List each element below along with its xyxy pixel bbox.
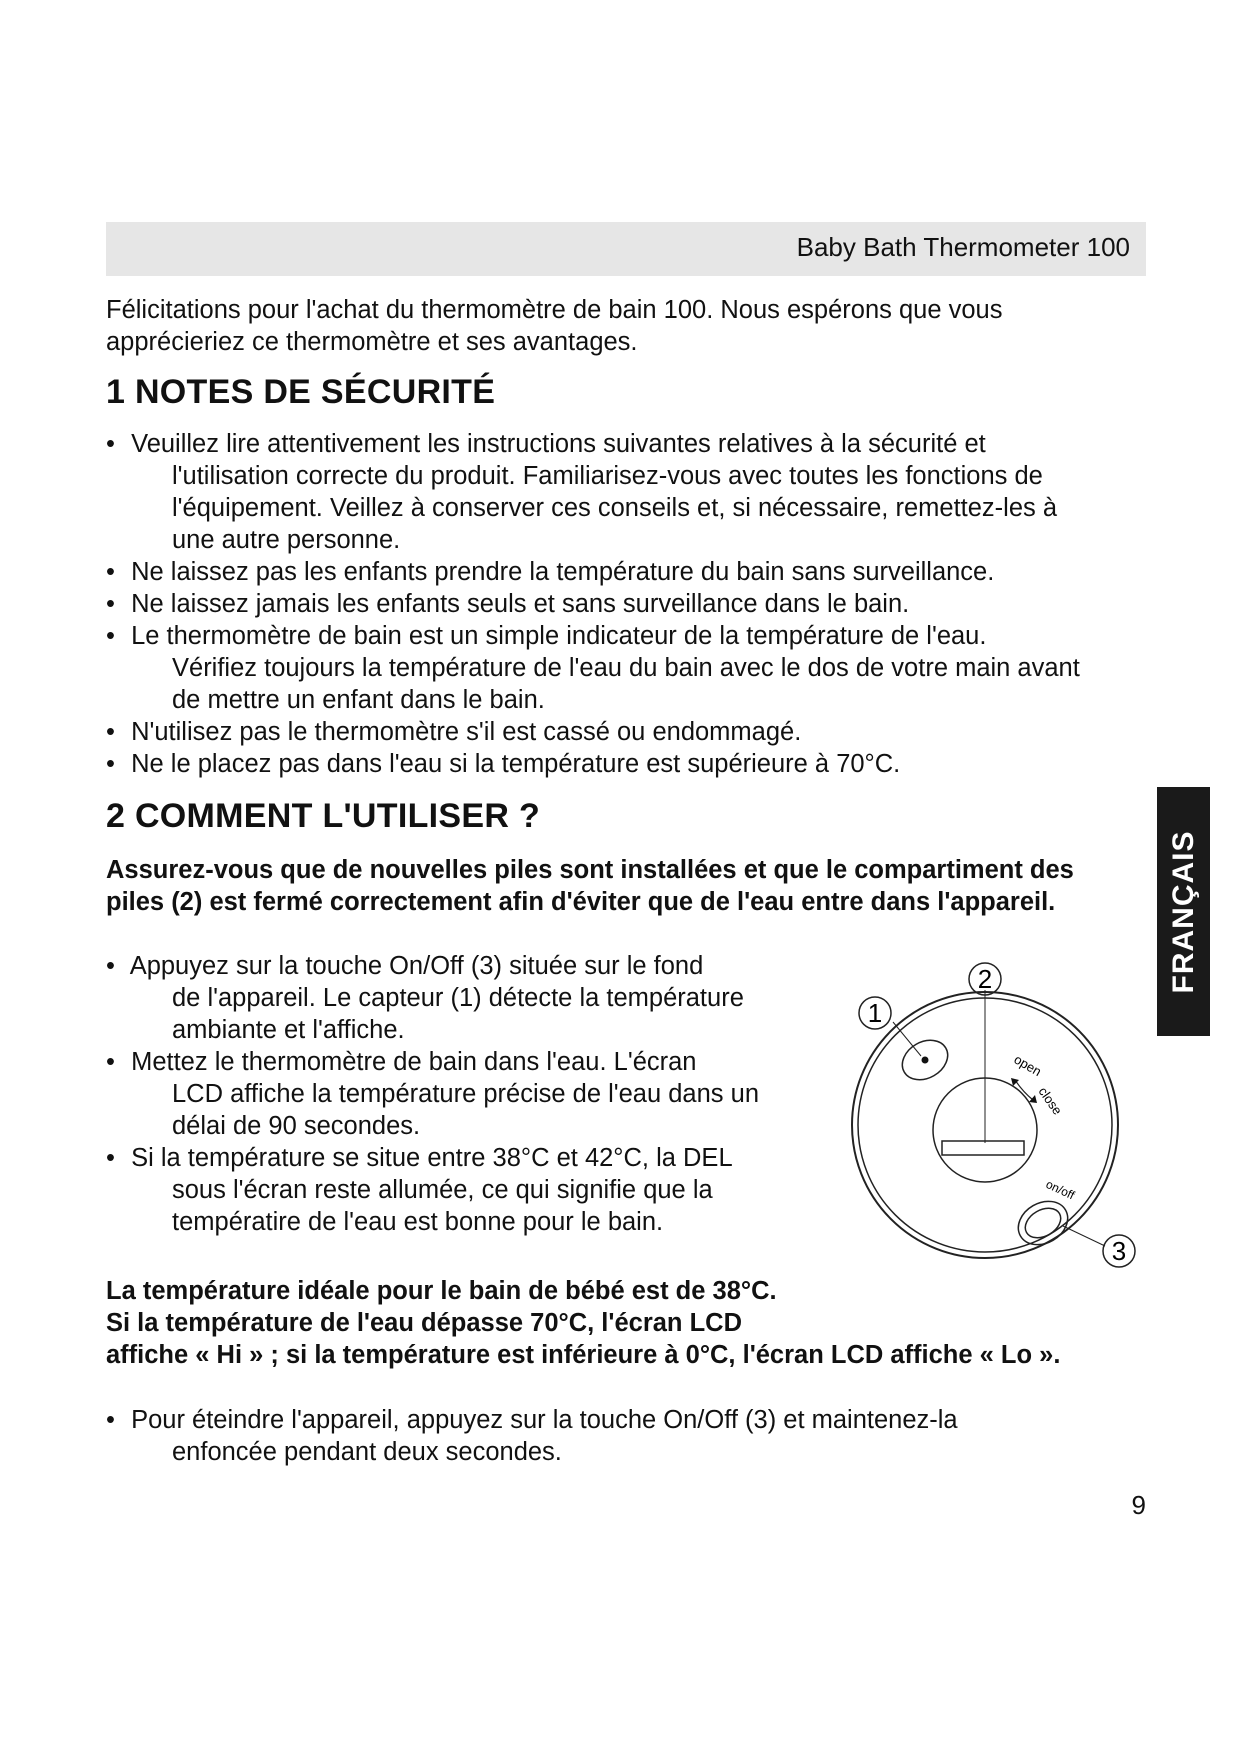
list-item: • Appuyez sur la touche On/Off (3) située sur le fond de l'appareil. Le capteur (1) détecte la température ambiante et l'affiche. (106, 952, 744, 1044)
onoff-button-inner (1020, 1202, 1066, 1244)
callout-2-label: 2 (977, 964, 993, 994)
sensor-dot (922, 1057, 929, 1064)
close-label: close (1035, 1084, 1066, 1118)
language-tab: FRANÇAIS (1157, 787, 1210, 1036)
thermometer-diagram (845, 960, 1145, 1280)
onoff-label: on/off (1043, 1177, 1077, 1203)
list-item: • Ne laissez jamais les enfants seuls et sans surveillance dans le bain. (106, 590, 910, 618)
list-item: • Si la température se situe entre 38°C et 42°C, la DEL sous l'écran reste allumée, ce qui signifie que la températire de l'eau est bonne pour le bain. (106, 1144, 733, 1236)
list-item: • Le thermomètre de bain est un simple indicateur de la température de l'eau. Vérifiez toujours la température de l'eau du bain avec le dos de votre main avant de mettre un enfant dans le bain. (106, 622, 1080, 714)
document-title: Baby Bath Thermometer 100 (796, 232, 1130, 262)
safety-list (106, 428, 1080, 780)
list-item: • Ne le placez pas dans l'eau si la température est supérieure à 70°C. (106, 750, 901, 778)
list-item: • Veuillez lire attentivement les instructions suivantes relatives à la sécurité et l'utilisation correcte du produit. Familiarisez-vous avec toutes les fonctions de l'équipement. Veillez à conserver ces conseils et, si nécessaire, remettez-les à une autre personne. (106, 430, 1058, 554)
power-off-list (106, 1404, 958, 1468)
callout-1-label: 1 (867, 998, 883, 1028)
header-bar (106, 222, 1146, 276)
arrow-head-close (1029, 1095, 1037, 1103)
battery-note: Assurez-vous que de nouvelles piles sont installées et que le compartiment des piles (2) est fermé correctement afin d'éviter que de l'eau entre dans l'appareil. (106, 856, 1074, 916)
callout-3-line (1063, 1226, 1105, 1246)
list-item: • N'utilisez pas le thermomètre s'il est cassé ou endommagé. (106, 718, 802, 746)
intro-line: Félicitations pour l'achat du thermomètre de bain 100. Nous espérons que vous (106, 296, 1003, 324)
section-1-heading: 1 NOTES DE SÉCURITÉ (106, 373, 496, 411)
usage-list (106, 950, 759, 1238)
list-item: • Mettez le thermomètre de bain dans l'eau. L'écran LCD affiche la température précise de l'eau dans un délai de 90 secondes. (106, 1048, 759, 1140)
intro-line: apprécieriez ce thermomètre et ses avantages. (106, 328, 638, 356)
page-number: 9 (1131, 1490, 1146, 1520)
section-2-heading: 2 COMMENT L'UTILISER ? (106, 797, 541, 835)
list-item: • Ne laissez pas les enfants prendre la température du bain sans surveillance. (106, 558, 995, 586)
compartment-slot (942, 1141, 1024, 1155)
list-item: • Pour éteindre l'appareil, appuyez sur la touche On/Off (3) et maintenez-la enfoncée pendant deux secondes. (106, 1406, 958, 1466)
callout-3-label: 3 (1111, 1236, 1127, 1266)
callout-1-line (893, 1022, 921, 1056)
intro-paragraph (106, 294, 1002, 358)
ideal-temperature-note: La température idéale pour le bain de bébé est de 38°C. Si la température de l'eau dépasse 70°C, l'écran LCD affiche « Hi » ; si la température est inférieure à 0°C, l'écran LCD affiche « Lo ». (106, 1277, 1061, 1369)
open-label: open (1011, 1051, 1045, 1080)
